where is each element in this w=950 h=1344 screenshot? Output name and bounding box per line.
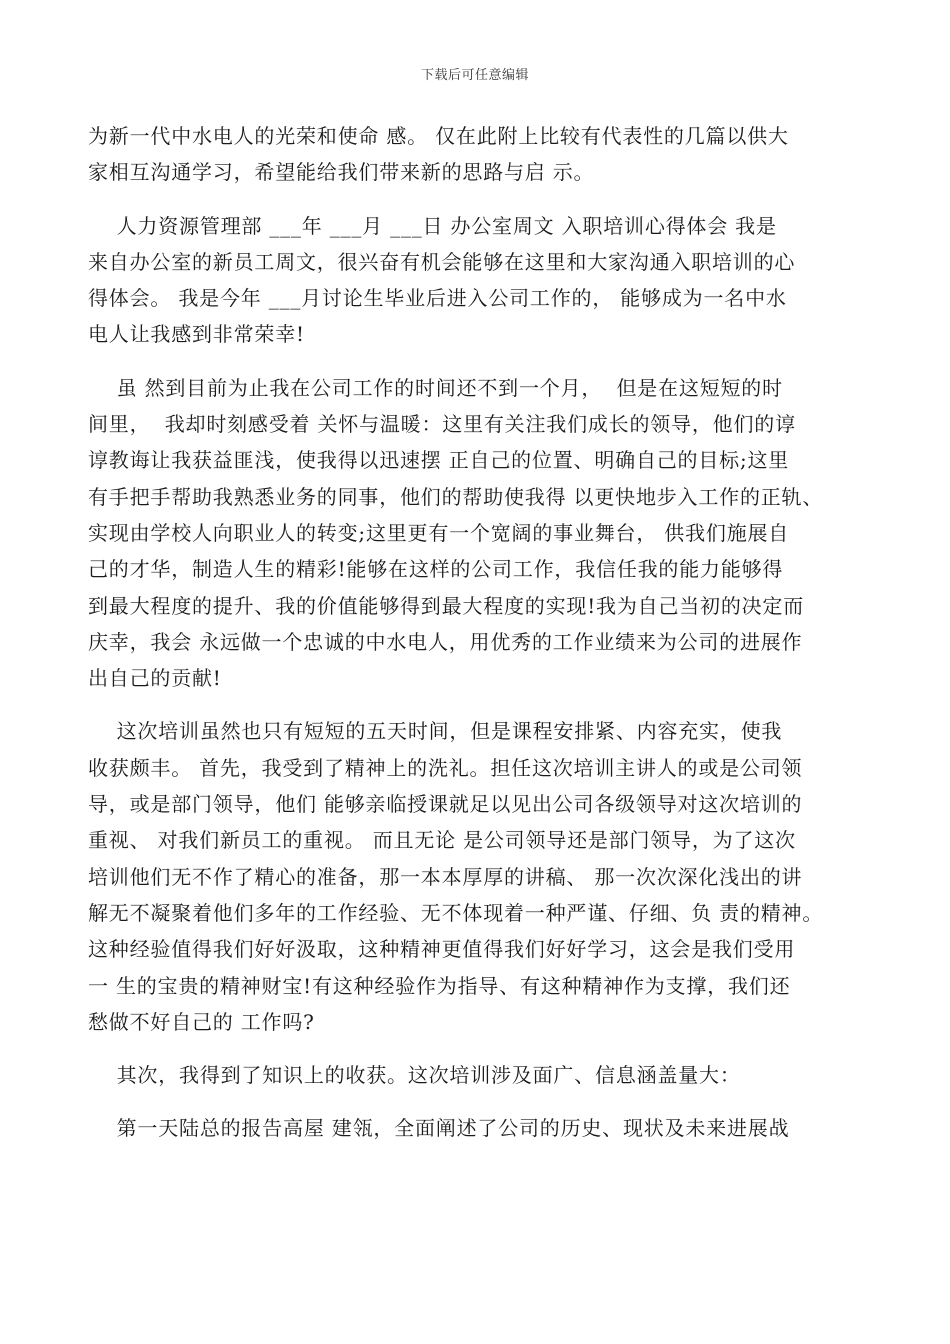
text-line: 愁做不好自己的 工作吗? [88,1009,315,1034]
text-line: 来自办公室的新员工周文，很兴奋有机会能够在这里和大家沟通入职培训的心 [88,249,796,274]
text-line: 间里， 我却时刻感受着 关怀与温暖：这里有关注我们成长的领导，他们的谆 [88,412,796,437]
text-line: 得体会。 我是今年 ___月讨论生毕业后进入公司工作的， 能够成为一名中水 [88,286,787,311]
text-line: 人力资源管理部 ___年 ___月 ___日 办公室周文 入职培训心得体会 我是 [88,213,777,238]
text-line: 导，或是部门领导，他们 能够亲临授课就足以见出公司各级领导对这次培训的 [88,792,803,817]
text-line: 出自己的贡献! [88,666,222,691]
text-line: 电人让我感到非常荣幸! [88,322,305,347]
text-line: 虽 然到目前为止我在公司工作的时间还不到一个月， 但是在这短短的时 [88,375,783,400]
text-line: 庆幸，我会 永远做一个忠诚的中水电人，用优秀的工作业绩来为公司的进展作 [88,629,803,654]
paragraph-5 [88,1057,868,1093]
text-line: 有手把手帮助我熟悉业务的同事，他们的帮助使我得 以更快地步入工作的正轨、 [88,484,824,509]
document-body [88,118,868,1147]
text-line: 培训他们无不作了精心的准备，那一本本厚厚的讲稿、 那一次次深化浅出的讲 [88,864,803,889]
text-line: 这次培训虽然也只有短短的五天时间，但是课程安排紧、内容充实，使我 [88,719,783,744]
paragraph-6 [88,1110,868,1146]
text-line: 一 生的宝贵的精神财宝!有这种经验作为指导、有这种精神作为支撑，我们还 [88,973,791,998]
text-line: 重视、 对我们新员工的重视。 而且无论 是公司领导还是部门领导，为了这次 [88,828,796,853]
text-line: 为新一代中水电人的光荣和使命 感。 仅在此附上比较有代表性的几篇以供大 [88,124,789,148]
text-line: 谆教诲让我获益匪浅，使我得以迅速摆 正自己的位置、明确自己的目标;这里 [88,448,790,473]
text-line: 这种经验值得我们好好汲取，这种精神更值得我们好好学习，这会是我们受用 [88,937,796,962]
paragraph-4 [88,713,868,1040]
text-line: 己的才华，制造人生的精彩!能够在这样的公司工作，我信任我的能力能够得 [88,557,784,582]
paragraph-1 [88,118,868,191]
text-line: 到最大程度的提升、我的价值能够得到最大程度的实现!我为自己当初的决定而 [88,593,805,618]
paragraph-2 [88,208,868,353]
text-line: 实现由学校人向职业人的转变;这里更有一个宽阔的事业舞台， 供我们施展自 [88,520,790,545]
text-line: 解无不凝聚着他们多年的工作经验、无不体现着一种严谨、仔细、负 责的精神。 [88,900,824,925]
page-header: 下载后可任意编辑 [420,68,529,83]
text-line: 收获颇丰。 首先，我受到了精神上的洗礼。担任这次培训主讲人的或是公司领 [88,755,803,780]
text-line: 其次，我得到了知识上的收获。这次培训涉及面广、信息涵盖量大： [88,1063,741,1088]
paragraph-3 [88,370,868,697]
text-line: 家相互沟通学习，希望能给我们带来新的思路与启 示。 [88,160,595,185]
text-line: 第一天陆总的报告高屋 建瓴，全面阐述了公司的历史、现状及未来进展战 [88,1116,790,1141]
